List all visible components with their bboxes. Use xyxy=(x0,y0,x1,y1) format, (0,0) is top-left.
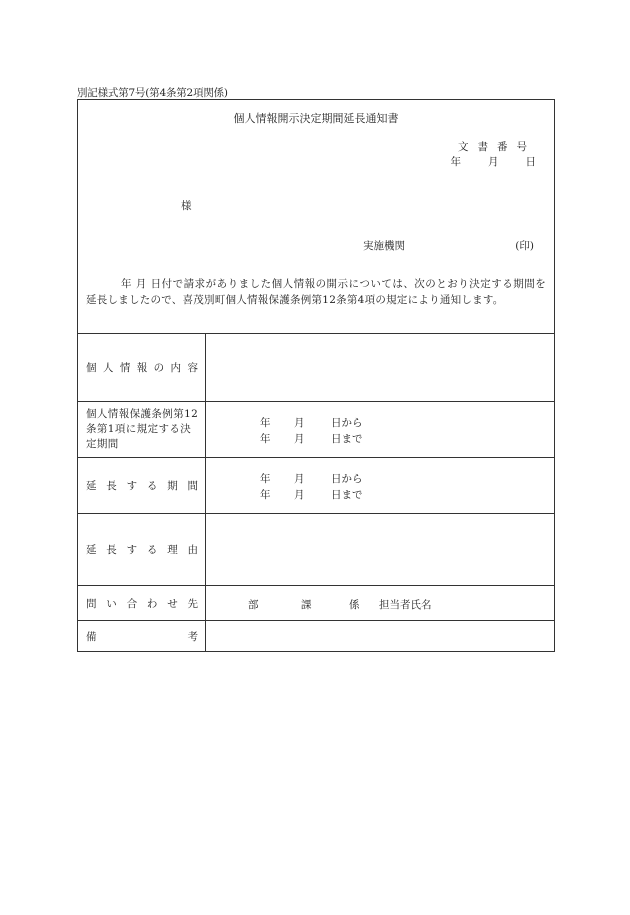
label-char: 間 xyxy=(187,480,198,492)
addressee-suffix: 様 xyxy=(181,200,192,212)
form-label: 別記様式第7号(第4条第2項関係) xyxy=(77,87,228,99)
row-extended-period-label xyxy=(86,478,198,493)
label-char: す xyxy=(126,544,138,556)
row-reason xyxy=(78,514,554,586)
label-char: い xyxy=(106,597,117,610)
row-extended-period-value[interactable] xyxy=(206,458,554,513)
label-char: 内 xyxy=(170,361,182,374)
org-label: 実施機関 xyxy=(363,240,405,252)
label-char: 延 xyxy=(86,544,97,556)
label-char: の xyxy=(153,361,165,374)
document-number-label: 文書番号 xyxy=(458,141,536,153)
row-content xyxy=(78,333,554,402)
contact-person: 担当者氏名 xyxy=(379,599,432,611)
label-char: 問 xyxy=(86,597,97,610)
contact-unit: 係 xyxy=(349,599,360,611)
row-remarks-value[interactable] xyxy=(206,621,554,652)
row-reason-value[interactable] xyxy=(206,514,554,585)
row-decision-period xyxy=(78,402,554,458)
label-char: 考 xyxy=(187,631,198,643)
label-char: る xyxy=(146,544,158,556)
row-contact-label xyxy=(86,596,198,611)
page-title: 個人情報開示決定期間延長通知書 xyxy=(233,112,399,125)
date-month: 月 xyxy=(488,156,499,168)
row-reason-label xyxy=(86,542,198,557)
row-contact xyxy=(78,586,554,621)
label-char: 情 xyxy=(119,361,131,374)
label-char: 長 xyxy=(106,480,117,492)
label-char: 合 xyxy=(126,597,138,610)
label-char: 長 xyxy=(106,544,117,556)
notice-header xyxy=(78,100,554,334)
row-remarks-label xyxy=(86,629,198,644)
label-char: 先 xyxy=(187,597,198,610)
notice-body-text: 年 月 日付で請求がありました個人情報の開示については、次のとおり決定する期間を延長しましたので、喜茂別町個人情報保護条例第12条第4項の規定により通知します。 xyxy=(86,278,546,306)
date-day: 日 xyxy=(525,156,536,168)
label-char: 備 xyxy=(86,631,97,643)
row-content-value[interactable] xyxy=(206,333,554,401)
row-contact-value[interactable] xyxy=(206,586,554,620)
row-content-label xyxy=(86,360,198,375)
label-char: せ xyxy=(167,597,178,610)
decision-period-to: 年 月 日まで xyxy=(260,433,363,445)
label-char: 由 xyxy=(187,544,198,556)
extended-period-from: 年 月 日から xyxy=(260,473,363,485)
row-decision-period-label: 個人情報保護条例第12条第1項に規定する決定期間 xyxy=(86,408,199,450)
label-char: 延 xyxy=(86,480,97,492)
label-char: 期 xyxy=(167,480,178,492)
row-extended-period xyxy=(78,458,554,514)
label-char: す xyxy=(126,480,138,492)
contact-dept: 部 xyxy=(248,599,259,611)
decision-period-from: 年 月 日から xyxy=(260,417,363,429)
seal-mark: (印) xyxy=(515,240,534,252)
label-char: わ xyxy=(146,597,158,610)
date-year: 年 xyxy=(450,156,461,168)
label-char: 理 xyxy=(167,544,178,556)
label-char: る xyxy=(146,480,158,492)
label-char: 報 xyxy=(136,361,148,374)
contact-fields xyxy=(248,597,432,612)
contact-section: 課 xyxy=(301,599,312,611)
label-char: 個 xyxy=(86,361,97,374)
label-char: 人 xyxy=(102,361,114,374)
row-remarks xyxy=(78,621,554,652)
document-date xyxy=(451,154,537,169)
label-char: 容 xyxy=(187,361,198,374)
row-decision-period-value[interactable] xyxy=(206,402,554,457)
extended-period-to: 年 月 日まで xyxy=(260,489,363,501)
notice-form xyxy=(77,99,555,652)
